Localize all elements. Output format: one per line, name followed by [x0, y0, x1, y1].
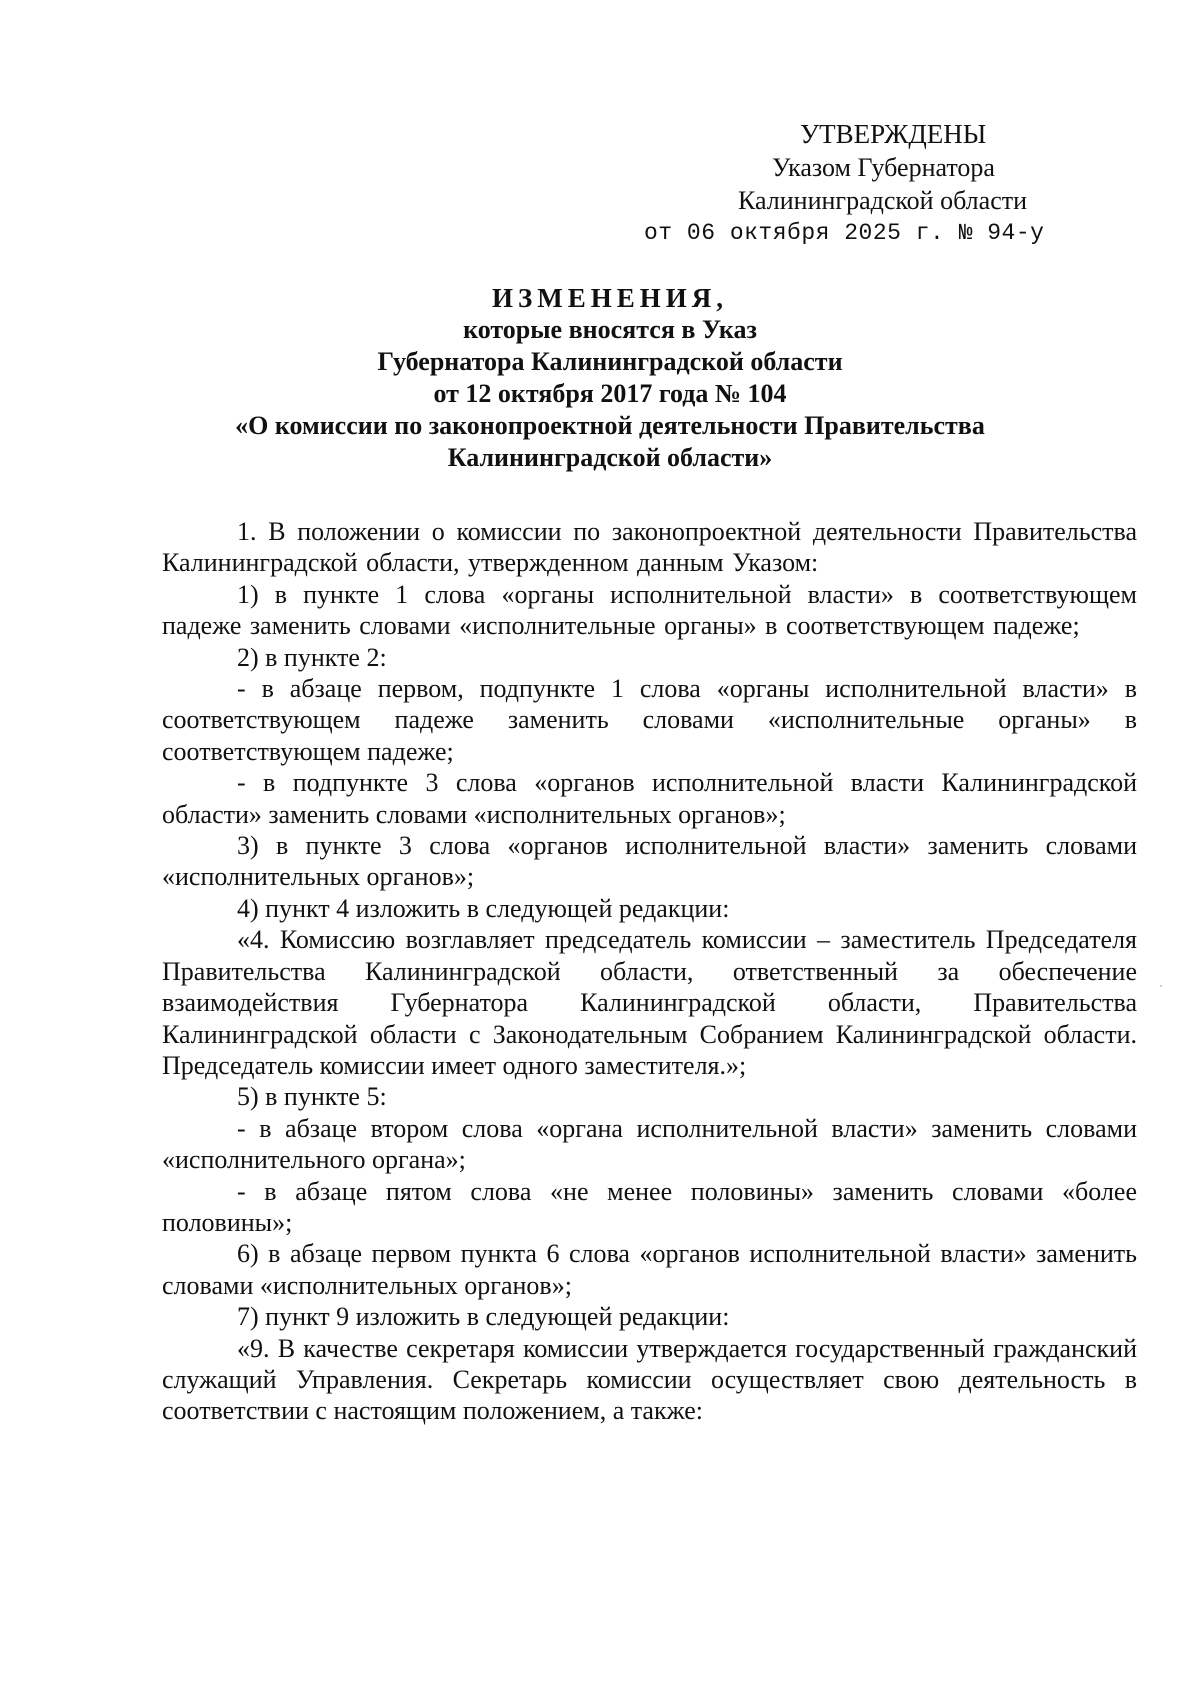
- paragraph-8: «4. Комиссию возглавляет председатель комиссии – заместитель Председателя Правительства Калининградской области, ответственный за обеспечение взаимодействия Губернатора Калининградской области, Правительства Калининградской области с Законодательным Собранием Калининградской области. Председатель комиссии имеет одного заместителя.»;: [162, 925, 1137, 1080]
- paragraph-14: «9. В качестве секретаря комиссии утверждается государственный гражданский служащий Управления. Секретарь комиссии осуществляет свою деятельность в соответствии с настоящим положением, а также:: [162, 1333, 1137, 1426]
- paragraph-10: - в абзаце втором слова «органа исполнительной власти» заменить словами «исполнительного органа»;: [162, 1113, 1137, 1175]
- document-title: ИЗМЕНЕНИЯ,: [491, 283, 728, 313]
- paragraph-12: 6) в абзаце первом пункта 6 слова «органов исполнительной власти» заменить словами «исполнительных органов»;: [162, 1239, 1137, 1300]
- heading-line-5: Калининградской области»: [447, 443, 773, 472]
- heading-line-1: которые вносятся в Указ: [463, 315, 757, 344]
- approval-stamp-title: УТВЕРЖДЕНЫ: [800, 119, 987, 149]
- document-heading: [150, 282, 1070, 474]
- scan-speck: [1160, 985, 1162, 987]
- paragraph-13: 7) пункт 9 изложить в следующей редакции:: [237, 1302, 730, 1332]
- paragraph-6: 3) в пункте 3 слова «органов исполнительной власти» заменить словами «исполнительных органов»;: [162, 831, 1137, 892]
- paragraph-5: - в подпункте 3 слова «органов исполнительной власти Калининградской области» заменить словами «исполнительных органов»;: [162, 768, 1137, 829]
- approval-block: [640, 118, 1120, 250]
- approval-region: Калининградской области: [738, 186, 1028, 215]
- paragraph-4: - в абзаце первом, подпункте 1 слова «органы исполнительной власти» в соответствующем падеже заменить словами «исполнительные органы» в соответствующем падеже;: [162, 674, 1137, 766]
- paragraph-11: - в абзаце пятом слова «не менее половины» заменить словами «более половины»;: [162, 1176, 1137, 1237]
- heading-line-4: «О комиссии по законопроектной деятельности Правительства: [235, 411, 985, 440]
- approval-by-decree: Указом Губернатора: [772, 153, 995, 182]
- paragraph-1: 1. В положении о комиссии по законопроектной деятельности Правительства Калининградской области, утвержденном данным Указом:: [162, 517, 1137, 578]
- paragraph-7: 4) пункт 4 изложить в следующей редакции:: [237, 893, 730, 923]
- heading-line-2: Губернатора Калининградской области: [377, 347, 843, 376]
- paragraph-3: 2) в пункте 2:: [237, 642, 387, 672]
- document-body: [162, 516, 1137, 1427]
- heading-line-3: от 12 октября 2017 года № 104: [433, 379, 787, 408]
- paragraph-9: 5) в пункте 5:: [237, 1082, 387, 1112]
- paragraph-2: 1) в пункте 1 слова «органы исполнительной власти» в соответствующем падеже заменить словами «исполнительные органы» в соответствующем падеже;: [162, 579, 1137, 641]
- approval-date-number: от 06 октября 2025 г. № 94-у: [644, 220, 1045, 246]
